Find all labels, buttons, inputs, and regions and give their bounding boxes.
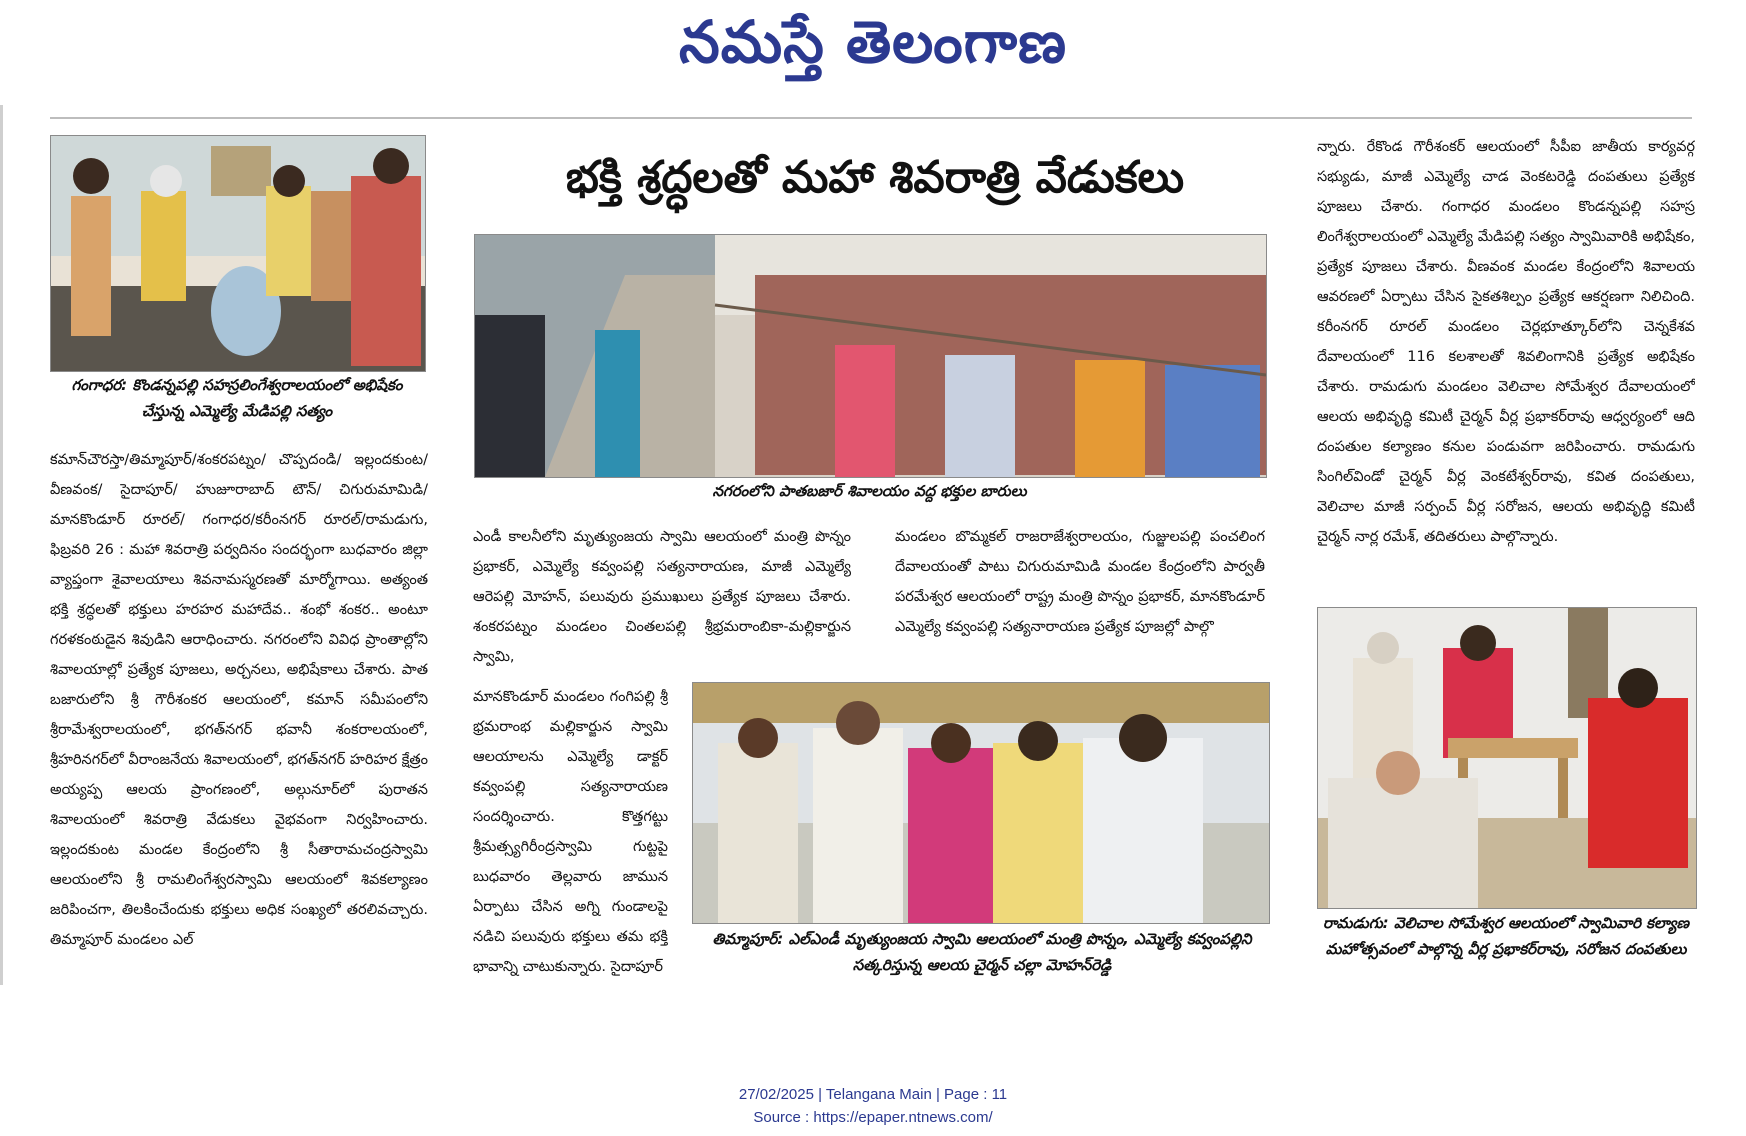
kalyanam-photo-art (1318, 608, 1696, 908)
caption-devotees-queue: నగరంలోని పాతబజార్ శివాలయం వద్ద భక్తుల బారులు (712, 482, 1027, 500)
photo-devotees-queue (474, 234, 1267, 478)
header-rule (50, 117, 1692, 119)
photo-kalyanam (1317, 607, 1697, 909)
caption-felicitation: తిమ్మాపూర్: ఎల్ఎండీ మృత్యుంజయ స్వామి ఆలయంలో మంత్రి పొన్నం, ఎమ్మెల్యే కవ్వంపల్లిని సత్కరిస్తున్న ఆలయ చైర్మన్ చల్లా మోహన్‌రెడ్డి (712, 930, 1252, 974)
article-column-3: మండలం బొమ్మకల్ రాజరాజేశ్వరాలయం, గుజ్జులపల్లి పంచలింగ దేవాలయంతో పాటు చిగురుమామిడి మండల కేంద్రంలోని పార్వతీ పరమేశ్వర ఆలయంలో రాష్ట్ర మంత్రి పొన్నం ప్రభాకర్, మానకొండూర్ ఎమ్మెల్యే కవ్వంపల్లి సత్యనారాయణ ప్రత్యేక పూజల్లో పాల్గొ (895, 529, 1265, 635)
page-edge (0, 105, 3, 985)
article-column-1: కమాన్‌చౌరస్తా/తిమ్మాపూర్/శంకరపట్నం/ చొప్పదండి/ ఇల్లందకుంట/ వీణవంక/ సైదాపూర్/ హుజూరాబాద్ టౌన్/ చిగురుమామిడి/ మానకొండూర్ రూరల్/ గంగాధర/కరీంనగర్ రూరల్/రామడుగు, ఫిబ్రవరి 26 : మహా శివరాత్రి పర్వదినం సందర్భంగా బుధవారం జిల్లా వ్యాప్తంగా శైవాలయాలు శివనామస్మరణతో మార్మోగాయి. అత్యంత భక్తి శ్రద్ధలతో భక్తులు హరహర మహాదేవ.. శంభో శంకర.. అంటూ గరళకంఠుడైన శివుడిని ఆరాధించారు. నగరంలోని వివిధ ప్రాంతాల్లోని శివాలయాల్లో ప్రత్యేక పూజలు, అర్చనలు, అభిషేకాలు చేశారు. పాత బజారులోని శ్రీ గౌరీశంకర ఆలయంలో, కమాన్ సమీపంలోని శ్రీరామేశ్వరాలయంలో, భగత్‌నగర్ భవానీ శంకరాలయంలో, శ్రీహరినగర్‌లో వీరాంజనేయ శివాలయంలో, భగత్‌నగర్ హరిహర క్షేత్రం అయ్యప్ప ఆలయ ప్రాంగణంలో, అల్గునూర్‌లో పురాతన శివాలయంలో శివరాత్రి వేడుకలు వైభవంగా నిర్వహించారు. ఇల్లందకుంట మండల కేంద్రంలోని శ్రీ సీతారామచంద్రస్వామి ఆలయంలోని శ్రీ రామలింగేశ్వరస్వామి ఆలయంలో శివకల్యాణం జరిపించగా, తిలకించేందుకు భక్తులు అధిక సంఖ్యలో తరలివచ్చారు. తిమ్మాపూర్ మండలం ఎల్ (50, 452, 428, 948)
photo-felicitation (692, 682, 1270, 924)
article-column-4: న్నారు. రేకొండ గౌరీశంకర్ ఆలయంలో సీపీఐ జాతీయ కార్యవర్గ సభ్యుడు, మాజీ ఎమ్మెల్యే చాడ వెంకటరెడ్డి దంపతులు ప్రత్యేక పూజలు చేశారు. గంగాధర మండలం కొండన్నపల్లి సహస్ర లింగేశ్వరాలయంలో ఎమ్మెల్యే మేడిపల్లి సత్యం స్వామివారికి అభిషేకం, ప్రత్యేక పూజలు చేశారు. వీణవంక మండల కేంద్రంలోని శివాలయ ఆవరణలో ఏర్పాటు చేసిన సైకతశిల్పం ప్రత్యేక ఆకర్షణగా నిలిచింది. కరీంనగర్ రూరల్ మండలం చెర్లభూత్కూర్‌లోని చెన్నకేశవ దేవాలయంలో 116 కలశాలతో శివలింగానికి ప్రత్యేక అభిషేకం చేశారు. రామడుగు మండలం వెలిచాల సోమేశ్వర దేవాలయంలో ఆలయ అభివృద్ధి కమిటీ చైర్మన్ వీర్ల ప్రభాకర్‌రావు ఆధ్వర్యంలో ఆది దంపతుల కల్యాణం కనుల పండువగా జరిపించారు. రామడుగు సింగిల్‌విండో చైర్మన్ వీర్ల వెంకటేశ్వర్‌రావు, కవిత దంపతులు, వెలిచాల మాజీ సర్పంచ్ వీర్ల సరోజన, ఆలయ అభివృద్ధి కమిటీ చైర్మన్ నార్ల రమేశ్, తదితరులు పాల్గొన్నారు. (1317, 139, 1695, 545)
footer-edition-info: 27/02/2025 | Telangana Main | Page : 11 (738, 1086, 1008, 1103)
article-column-2-bottom: మానకొండూర్ మండలం గంగిపల్లి శ్రీ భ్రమరాంభ మల్లికార్జున స్వామి ఆలయాలను ఎమ్మెల్యే డాక్టర్ కవ్వంపల్లి సత్యనారాయణ సందర్శించారు. కొత్తగట్టు శ్రీమత్స్యగిరీంద్రస్వామి గుట్టపై బుధవారం తెల్లవారు జామున ఏర్పాటు చేసిన అగ్ని గుండాలపై నడిచి పలువురు భక్తులు తమ భక్తి భావాన్ని చాటుకున్నారు. సైదాపూర్ (473, 689, 668, 975)
caption-kalyanam: రామడుగు: వెలిచాల సోమేశ్వర ఆలయంలో స్వామివారి కల్యాణ మహోత్సవంలో పాల్గొన్న వీర్ల ప్రభాకర్‌రావు, సరోజన దంపతులు (1323, 914, 1689, 958)
article-column-2-top: ఎండీ కాలనీలోని మృత్యుంజయ స్వామి ఆలయంలో మంత్రి పొన్నం ప్రభాకర్, ఎమ్మెల్యే కవ్వంపల్లి సత్యనారాయణ, మాజీ ఎమ్మెల్యే ఆరెపల్లి మోహన్, పలువురు ప్రముఖులు ప్రత్యేక పూజలు చేశారు. శంకరపట్నం మండలం చింతలపల్లి శ్రీభ్రమరాంబికా-మల్లికార్జున స్వామి, (473, 529, 851, 665)
footer-source-link[interactable]: Source : https://epaper.ntnews.com/ (753, 1109, 993, 1126)
photo-abhishekam (50, 135, 426, 372)
masthead (0, 8, 1746, 91)
abhishekam-photo-art (51, 136, 425, 371)
caption-abhishekam: గంగాధర: కొండన్నపల్లి సహస్రలింగేశ్వరాలయంలో అభిషేకం చేస్తున్న ఎమ్మెల్యే మేడిపల్లి సత్యం (71, 376, 403, 420)
felicitation-photo-art (693, 683, 1269, 923)
devotees-queue-photo-art (475, 235, 1266, 477)
headline: భక్తి శ్రద్ధలతో మహా శివరాత్రి వేడుకలు (565, 152, 1185, 203)
newspaper-title: నమస్తే తెలంగాణ (679, 8, 1067, 76)
